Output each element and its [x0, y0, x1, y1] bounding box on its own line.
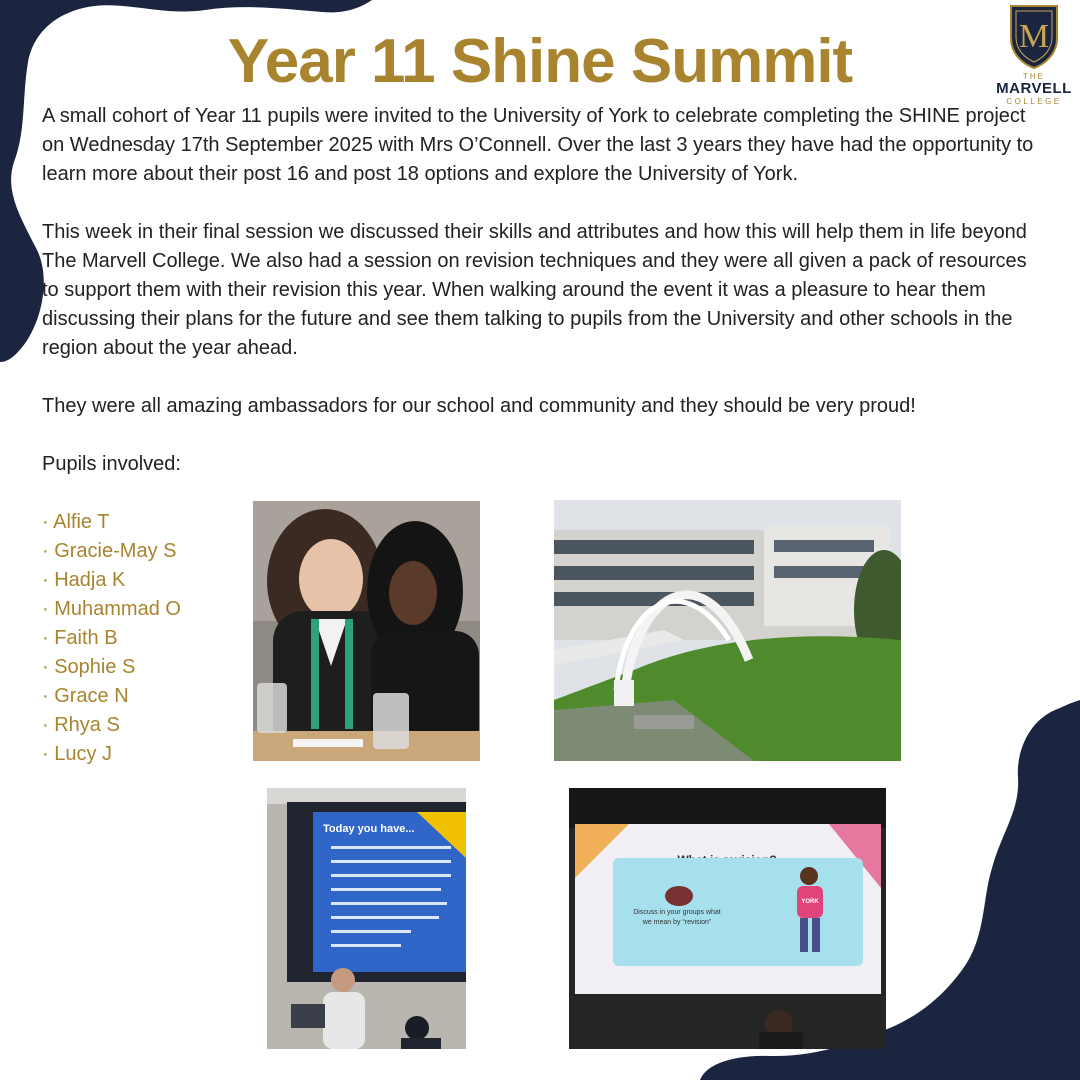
- list-item: · Hadja K: [42, 569, 126, 591]
- photo-slide-today-you-have: [267, 788, 466, 1049]
- slide-badge-york: YORK: [801, 899, 819, 905]
- pupils-label: Pupils involved:: [42, 453, 181, 475]
- list-item: · Rhya S: [42, 714, 120, 736]
- list-item: · Muhammad O: [42, 598, 181, 620]
- paragraph-session: This week in their final session we discussed their skills and attributes and how this will help them in life beyond The Marvell College. We also had a session on revision techniques and they were all given a pack of resources to support them with their revision this year. When walking around the event it was a pleasure to hear them discussing their plans for the future and see them talking to pupils from the University and other schools in the region about the year ahead.: [42, 221, 1027, 359]
- page-title: Year 11 Shine Summit: [227, 27, 853, 96]
- photo-pupils-at-table: [253, 501, 480, 761]
- list-item: · Lucy J: [42, 743, 113, 765]
- college-logo: [988, 2, 1080, 112]
- list-item: · Grace N: [42, 685, 129, 707]
- slide-text-line1: Discuss in your groups what: [633, 909, 721, 916]
- list-item: · Faith B: [42, 627, 118, 649]
- slide-text-line2: we mean by “revision”: [642, 919, 712, 926]
- list-item: · Alfie T: [42, 511, 110, 533]
- article-body: [42, 102, 1042, 508]
- list-item: · Sophie S: [42, 656, 136, 678]
- crest-monogram: M: [1018, 18, 1050, 55]
- pupils-list: [42, 508, 181, 769]
- slide-title-today: Today you have...: [323, 823, 415, 835]
- logo-marvell: MARVELL: [996, 80, 1072, 97]
- paragraph-ambassadors: They were all amazing ambassadors for our school and community and they should be very proud!: [42, 395, 916, 417]
- photo-slide-what-is-revision: [569, 788, 886, 1049]
- logo-college: COLLEGE: [1006, 97, 1062, 106]
- photo-university-bridge: [554, 500, 901, 761]
- logo-the: THE: [1023, 72, 1045, 81]
- crest-icon: [1007, 2, 1061, 70]
- paragraph-intro: A small cohort of Year 11 pupils were invited to the University of York to celebrate completing the SHINE project on Wednesday 17th September 2025 with Mrs O’Connell. Over the last 3 years they have had the opportunity to learn more about their post 16 and post 18 options and explore the University of York.: [42, 105, 1034, 185]
- list-item: · Gracie-May S: [42, 540, 177, 562]
